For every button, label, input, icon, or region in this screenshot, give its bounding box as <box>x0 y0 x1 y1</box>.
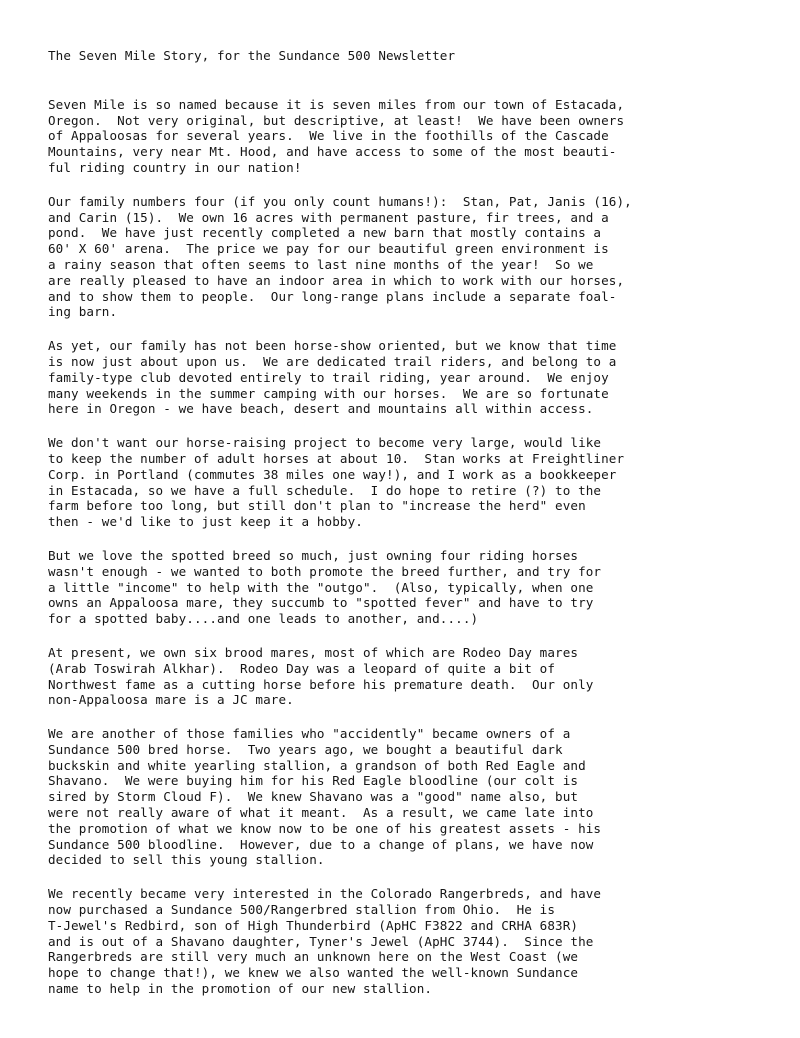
text-line: 60' X 60' arena. The price we pay for our beautiful green environment is <box>48 241 609 257</box>
text-line: and Carin (15). We own 16 acres with permanent pasture, fir trees, and a <box>48 209 609 225</box>
text-line: As yet, our family has not been horse-show oriented, but we know that time <box>48 338 617 354</box>
text-line: ing barn. <box>48 304 118 320</box>
text-line: to keep the number of adult horses at about 10. Stan works at Freightliner <box>48 450 625 466</box>
text-line: We recently became very interested in the Colorado Rangerbreds, and have <box>48 886 602 902</box>
text-line: name to help in the promotion of our new stallion. <box>48 981 433 997</box>
text-line: a little "income" to help with the "outgo". (Also, typically, when one <box>48 579 594 595</box>
text-line: buckskin and white yearling stallion, a grandson of both Red Eagle and <box>48 757 586 773</box>
text-line: a rainy season that often seems to last nine months of the year! So we <box>48 256 594 272</box>
text-line: for a spotted baby....and one leads to another, and....) <box>48 611 479 627</box>
document-body <box>48 97 768 997</box>
text-line: Northwest fame as a cutting horse before his premature death. Our only <box>48 676 594 692</box>
text-line: Oregon. Not very original, but descriptive, at least! We have been owners <box>48 112 625 128</box>
text-line: and is out of a Shavano daughter, Tyner's Jewel (ApHC 3744). Since the <box>48 933 594 949</box>
text-line: We are another of those families who "accidently" became owners of a <box>48 726 571 742</box>
text-line: But we love the spotted breed so much, just owning four riding horses <box>48 547 579 563</box>
paragraph <box>48 886 768 997</box>
text-line: At present, we own six brood mares, most of which are Rodeo Day mares <box>48 644 579 660</box>
paragraph <box>48 338 768 417</box>
text-line: owns an Appaloosa mare, they succumb to "spotted fever" and have to try <box>48 595 594 611</box>
text-line: were not really aware of what it meant. As a result, we came late into <box>48 805 594 821</box>
text-line: Sundance 500 bred horse. Two years ago, we bought a beautiful dark <box>48 741 563 757</box>
text-line: Our family numbers four (if you only count humans!): Stan, Pat, Janis (16), <box>48 193 632 209</box>
paragraph <box>48 548 768 627</box>
text-line: Shavano. We were buying him for his Red Eagle bloodline (our colt is <box>48 773 579 789</box>
text-line: Corp. in Portland (commutes 38 miles one way!), and I work as a bookkeeper <box>48 466 617 482</box>
text-line: now purchased a Sundance 500/Rangerbred stallion from Ohio. He is <box>48 902 556 918</box>
paragraph <box>48 645 768 708</box>
text-line: in Estacada, so we have a full schedule. I do hope to retire (?) to the <box>48 482 602 498</box>
text-line: many weekends in the summer camping with our horses. We are so fortunate <box>48 385 609 401</box>
typewritten-letter <box>48 48 768 1015</box>
text-line: and to show them to people. Our long-range plans include a separate foal- <box>48 288 617 304</box>
text-line: pond. We have just recently completed a new barn that mostly contains a <box>48 225 602 241</box>
text-line: family-type club devoted entirely to trail riding, year around. We enjoy <box>48 369 609 385</box>
text-line: is now just about upon us. We are dedicated trail riders, and belong to a <box>48 353 617 369</box>
text-line: non-Appaloosa mare is a JC mare. <box>48 692 294 708</box>
text-line: hope to change that!), we knew we also wanted the well-known Sundance <box>48 965 579 981</box>
text-line: farm before too long, but still don't plan to "increase the herd" even <box>48 498 586 514</box>
text-line: of Appaloosas for several years. We live in the foothills of the Cascade <box>48 128 609 144</box>
text-line: here in Oregon - we have beach, desert and mountains all within access. <box>48 401 594 417</box>
text-line: decided to sell this young stallion. <box>48 852 325 868</box>
paragraph <box>48 435 768 530</box>
text-line: Mountains, very near Mt. Hood, and have access to some of the most beauti- <box>48 144 617 160</box>
paragraph <box>48 726 768 868</box>
text-line: then - we'd like to just keep it a hobby. <box>48 514 363 530</box>
paragraph <box>48 194 768 320</box>
text-line: (Arab Toswirah Alkhar). Rodeo Day was a leopard of quite a bit of <box>48 660 556 676</box>
text-line: the promotion of what we know now to be one of his greatest assets - his <box>48 820 602 836</box>
text-line: T-Jewel's Redbird, son of High Thunderbird (ApHC F3822 and CRHA 683R) <box>48 917 579 933</box>
text-line: sired by Storm Cloud F). We knew Shavano was a "good" name also, but <box>48 789 579 805</box>
text-line: Seven Mile is so named because it is seven miles from our town of Estacada, <box>48 96 625 112</box>
text-line: ful riding country in our nation! <box>48 159 302 175</box>
document-title: The Seven Mile Story, for the Sundance 500 Newsletter <box>48 48 456 63</box>
text-line: are really pleased to have an indoor area in which to work with our horses, <box>48 272 625 288</box>
text-line: Sundance 500 bloodline. However, due to a change of plans, we have now <box>48 836 594 852</box>
paragraph <box>48 97 768 176</box>
text-line: We don't want our horse-raising project to become very large, would like <box>48 435 602 451</box>
text-line: wasn't enough - we wanted to both promote the breed further, and try for <box>48 563 602 579</box>
text-line: Rangerbreds are still very much an unknown here on the West Coast (we <box>48 949 579 965</box>
